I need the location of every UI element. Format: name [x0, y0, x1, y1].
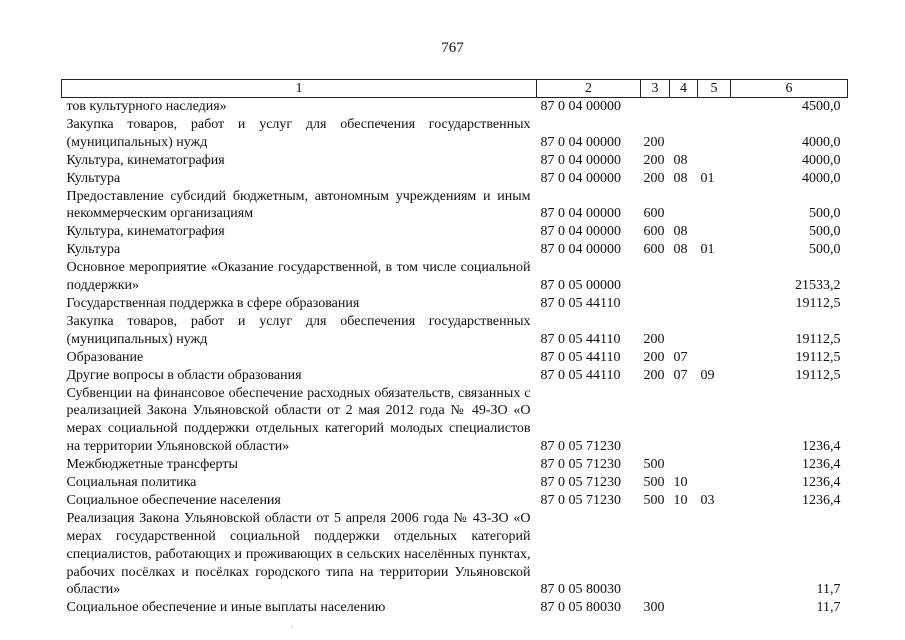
row-code: 87 0 05 44110 [540, 367, 621, 383]
row-name: Образование [66, 349, 144, 365]
row-sum: 500,0 [809, 206, 841, 222]
row-sum: 1236,4 [802, 492, 841, 508]
row-name: Культура, кинематография [66, 224, 225, 240]
row-code: 87 0 04 00000 [540, 99, 621, 114]
table-row [62, 349, 848, 367]
row-pr [698, 510, 731, 600]
budget-table [61, 79, 848, 617]
table-row [62, 241, 848, 259]
row-name: Субвенции на финансовое обеспечение расходных обязательств, связанных с реализацией Закона Ульяновской области от 2 мая 2012 года № 49-ЗО «О мерах социальной поддержки отдельных категорий молодых специалистов на территории Ульяновской области» [66, 385, 531, 455]
row-rz [670, 259, 698, 295]
row-pr [698, 152, 731, 170]
row-rz [670, 599, 698, 617]
row-vr: 200 [643, 170, 665, 186]
row-rz [670, 295, 698, 313]
row-code: 87 0 04 00000 [540, 170, 621, 186]
table-row [62, 510, 848, 600]
row-name: Социальное обеспечение населения [66, 492, 281, 508]
table-row [62, 152, 848, 170]
row-pr [698, 313, 731, 349]
row-name: Межбюджетные трансферты [66, 457, 238, 473]
row-rz [670, 188, 698, 224]
row-name: Культура [66, 170, 121, 186]
row-name: Социальная политика [66, 475, 197, 491]
row-rz [670, 98, 698, 116]
row-code: 87 0 05 71230 [540, 457, 621, 473]
row-code: 87 0 04 00000 [540, 224, 621, 240]
table-row [62, 385, 848, 457]
row-rz: 08 [673, 152, 688, 168]
row-code: 87 0 05 44110 [540, 331, 621, 347]
table-row [62, 492, 848, 510]
table-row [62, 98, 848, 116]
row-name: Предоставление субсидий бюджетным, автономным учреждениям и иным некоммерческим организациям [66, 188, 531, 222]
table-row [62, 456, 848, 474]
row-vr: 200 [643, 349, 665, 365]
row-code: 87 0 05 44110 [540, 349, 621, 365]
row-vr: 200 [643, 152, 665, 168]
row-rz [670, 313, 698, 349]
row-name: Другие вопросы в области образования [66, 367, 302, 383]
row-sum: 21533,2 [795, 278, 841, 294]
column-header-name: 1 [62, 80, 537, 98]
table-row [62, 367, 848, 385]
row-sum: 19112,5 [795, 295, 841, 311]
row-rz [670, 116, 698, 152]
row-name: тов культурного наследия» [66, 99, 227, 114]
row-vr: 600 [643, 224, 665, 240]
row-pr: 03 [700, 492, 715, 508]
row-vr: 200 [643, 331, 665, 347]
row-rz: 10 [673, 492, 688, 508]
row-sum: 11,7 [816, 600, 841, 616]
row-code: 87 0 05 80030 [540, 582, 621, 598]
row-pr [698, 98, 731, 116]
column-header-code: 2 [537, 80, 641, 98]
row-code: 87 0 04 00000 [540, 242, 621, 258]
column-header-sum: 6 [731, 80, 848, 98]
row-vr: 500 [643, 457, 665, 473]
table-row [62, 295, 848, 313]
row-name: Основное мероприятие «Оказание государственной, в том числе социальной поддержки» [66, 260, 531, 294]
row-vr: 200 [643, 367, 665, 383]
row-sum: 1236,4 [802, 457, 841, 473]
table-row [62, 223, 848, 241]
row-code: 87 0 05 80030 [540, 600, 621, 616]
page-number: 767 [441, 40, 464, 56]
row-vr [641, 385, 670, 457]
row-name: Социальное обеспечение и иные выплаты населению [66, 600, 386, 616]
row-pr [698, 295, 731, 313]
row-vr: 200 [643, 134, 665, 150]
row-sum: 4000,0 [802, 134, 841, 150]
row-code: 87 0 04 00000 [540, 152, 621, 168]
row-sum: 4000,0 [802, 170, 841, 186]
row-vr: 300 [643, 600, 665, 616]
row-name: Реализация Закона Ульяновской области от 5 апреля 2006 года № 43-ЗО «О мерах государственной социальной поддержки отдельных категорий специалистов, работающих и проживающих в сельских населённых пунктах, рабочих посёлках и посёлках городского типа на территории Ульяновской области» [66, 510, 531, 598]
column-header-rz: 4 [670, 80, 698, 98]
row-rz: 08 [673, 242, 688, 258]
row-sum: 4500,0 [802, 99, 841, 114]
scan-speck: . [291, 620, 294, 631]
row-sum: 500,0 [809, 224, 841, 240]
row-rz [670, 510, 698, 600]
row-rz: 08 [673, 170, 688, 186]
row-vr: 600 [643, 206, 665, 222]
row-sum: 19112,5 [795, 367, 841, 383]
table-row [62, 188, 848, 224]
row-name: Закупка товаров, работ и услуг для обеспечения государственных (муниципальных) нужд [66, 116, 531, 150]
table-row [62, 313, 848, 349]
row-rz [670, 456, 698, 474]
row-pr [698, 259, 731, 295]
row-sum: 19112,5 [795, 349, 841, 365]
row-vr: 600 [643, 242, 665, 258]
table-row [62, 170, 848, 188]
row-name: Государственная поддержка в сфере образования [66, 295, 360, 311]
table-row [62, 259, 848, 295]
row-code: 87 0 05 71230 [540, 492, 621, 508]
row-rz: 10 [673, 475, 688, 491]
row-code: 87 0 05 71230 [540, 475, 621, 491]
row-pr [698, 223, 731, 241]
row-pr: 01 [700, 242, 715, 258]
row-code: 87 0 05 44110 [540, 295, 621, 311]
row-pr [698, 116, 731, 152]
row-name: Закупка товаров, работ и услуг для обеспечения государственных (муниципальных) нужд [66, 313, 531, 347]
table-header-row [62, 80, 848, 98]
row-sum: 4000,0 [802, 152, 841, 168]
row-pr [698, 474, 731, 492]
row-vr [641, 98, 670, 116]
row-rz: 08 [673, 224, 688, 240]
row-rz: 07 [673, 349, 688, 365]
table-body [62, 98, 848, 618]
row-rz: 07 [673, 367, 688, 383]
row-code: 87 0 05 71230 [540, 439, 621, 455]
row-pr [698, 188, 731, 224]
row-pr: 01 [700, 170, 715, 186]
table-row [62, 599, 848, 617]
row-sum: 1236,4 [802, 475, 841, 491]
row-pr: 09 [700, 367, 715, 383]
table-row [62, 116, 848, 152]
row-rz [670, 385, 698, 457]
row-pr [698, 385, 731, 457]
row-vr [641, 510, 670, 600]
row-vr: 500 [643, 475, 665, 491]
row-code: 87 0 05 00000 [540, 278, 621, 294]
row-vr [641, 295, 670, 313]
row-name: Культура [66, 242, 121, 258]
row-pr [698, 456, 731, 474]
row-vr: 500 [643, 492, 665, 508]
column-header-vr: 3 [641, 80, 670, 98]
row-sum: 1236,4 [802, 439, 841, 455]
column-header-pr: 5 [698, 80, 731, 98]
row-vr [641, 259, 670, 295]
row-sum: 11,7 [816, 582, 841, 598]
row-pr [698, 349, 731, 367]
row-code: 87 0 04 00000 [540, 206, 621, 222]
row-name: Культура, кинематография [66, 152, 225, 168]
row-pr [698, 599, 731, 617]
row-sum: 19112,5 [795, 331, 841, 347]
table-row [62, 474, 848, 492]
row-code: 87 0 04 00000 [540, 134, 621, 150]
row-sum: 500,0 [809, 242, 841, 258]
